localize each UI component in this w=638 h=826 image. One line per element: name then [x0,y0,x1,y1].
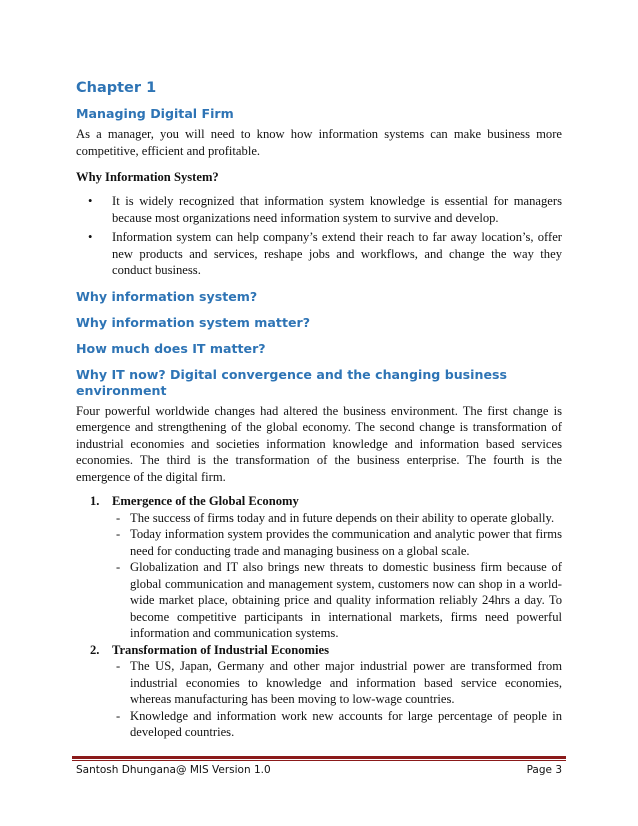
dash-icon: - [116,527,121,541]
numbered-list [76,493,562,741]
heading-managing-digital-firm: Managing Digital Firm [76,106,234,121]
item-title: Emergence of the Global Economy [112,494,299,508]
page-content [76,74,562,741]
footer-rule-thin [72,760,566,761]
dash-icon: - [116,560,121,574]
footer-page-number: Page 3 [526,764,562,776]
item-number: 1. [90,494,100,508]
numbered-item [76,493,562,642]
dash-icon: - [116,510,121,525]
dash-item: - The US, Japan, Germany and other major industrial power are transformed from industrial economies to knowledge and information based service economies, whereas manufacturing has been moving to low-wage countries. [116,659,562,706]
dash-icon: - [116,659,121,673]
footer-author: Santosh Dhungana@ MIS Version 1.0 [76,764,271,776]
item-title: Transformation of Industrial Economies [112,642,330,657]
dash-item: - Today information system provides the communication and analytic power that firms need for conducting trade and managing business on a global scale. [116,527,562,558]
dash-list [112,658,562,741]
heading-how-much-it-matter: How much does IT matter? [76,340,266,356]
bullet-list [76,193,562,279]
chapter-title: Chapter 1 [76,80,157,96]
dash-item: - The success of firms today and in future depends on their ability to operate globally. [116,510,555,525]
heading-why-it-now: Why IT now? Digital convergence and the changing business environment [76,366,507,398]
numbered-item [76,642,562,741]
intro-paragraph: As a manager, you will need to know how information systems can make business more competitive, efficient and profitable. [76,127,562,158]
bullet-icon: • [88,194,93,208]
dash-item: - Knowledge and information work new accounts for large percentage of people in developed countries. [116,708,562,739]
why-is-question: Why Information System? [76,170,219,184]
dash-list [112,510,562,642]
footer-rule-thick [72,756,566,759]
bullet-item: • Information system can help company’s extend their reach to far away location’s, offer new products and services, reshape jobs and workflows, and change the way they conduct business. [88,230,562,277]
item-number: 2. [90,642,100,657]
why-it-now-paragraph: Four powerful worldwide changes had altered the business environment. The first change is emergence and strengthening of the global economy. The second change is transformation of industrial economies and societies information knowledge and information based services economies. The third is the transformation of the business enterprise. The fourth is the emergence of the digital firm. [76,403,562,484]
heading-why-information-system: Why information system? [76,288,258,304]
dash-icon: - [116,708,121,723]
heading-why-information-system-matter: Why information system matter? [76,314,311,330]
dash-item: - Globalization and IT also brings new threats to domestic business firm because of global communication and management system, customers now can shop in a world-wide market place, obtaining price and quality information reliably 24hrs a day. To become competitive participants in international markets, firms need powerful information and communication systems. [116,560,562,640]
bullet-item: • It is widely recognized that information system knowledge is essential for managers because most organizations need information system to survive and develop. [88,194,562,225]
bullet-icon: • [88,230,93,244]
